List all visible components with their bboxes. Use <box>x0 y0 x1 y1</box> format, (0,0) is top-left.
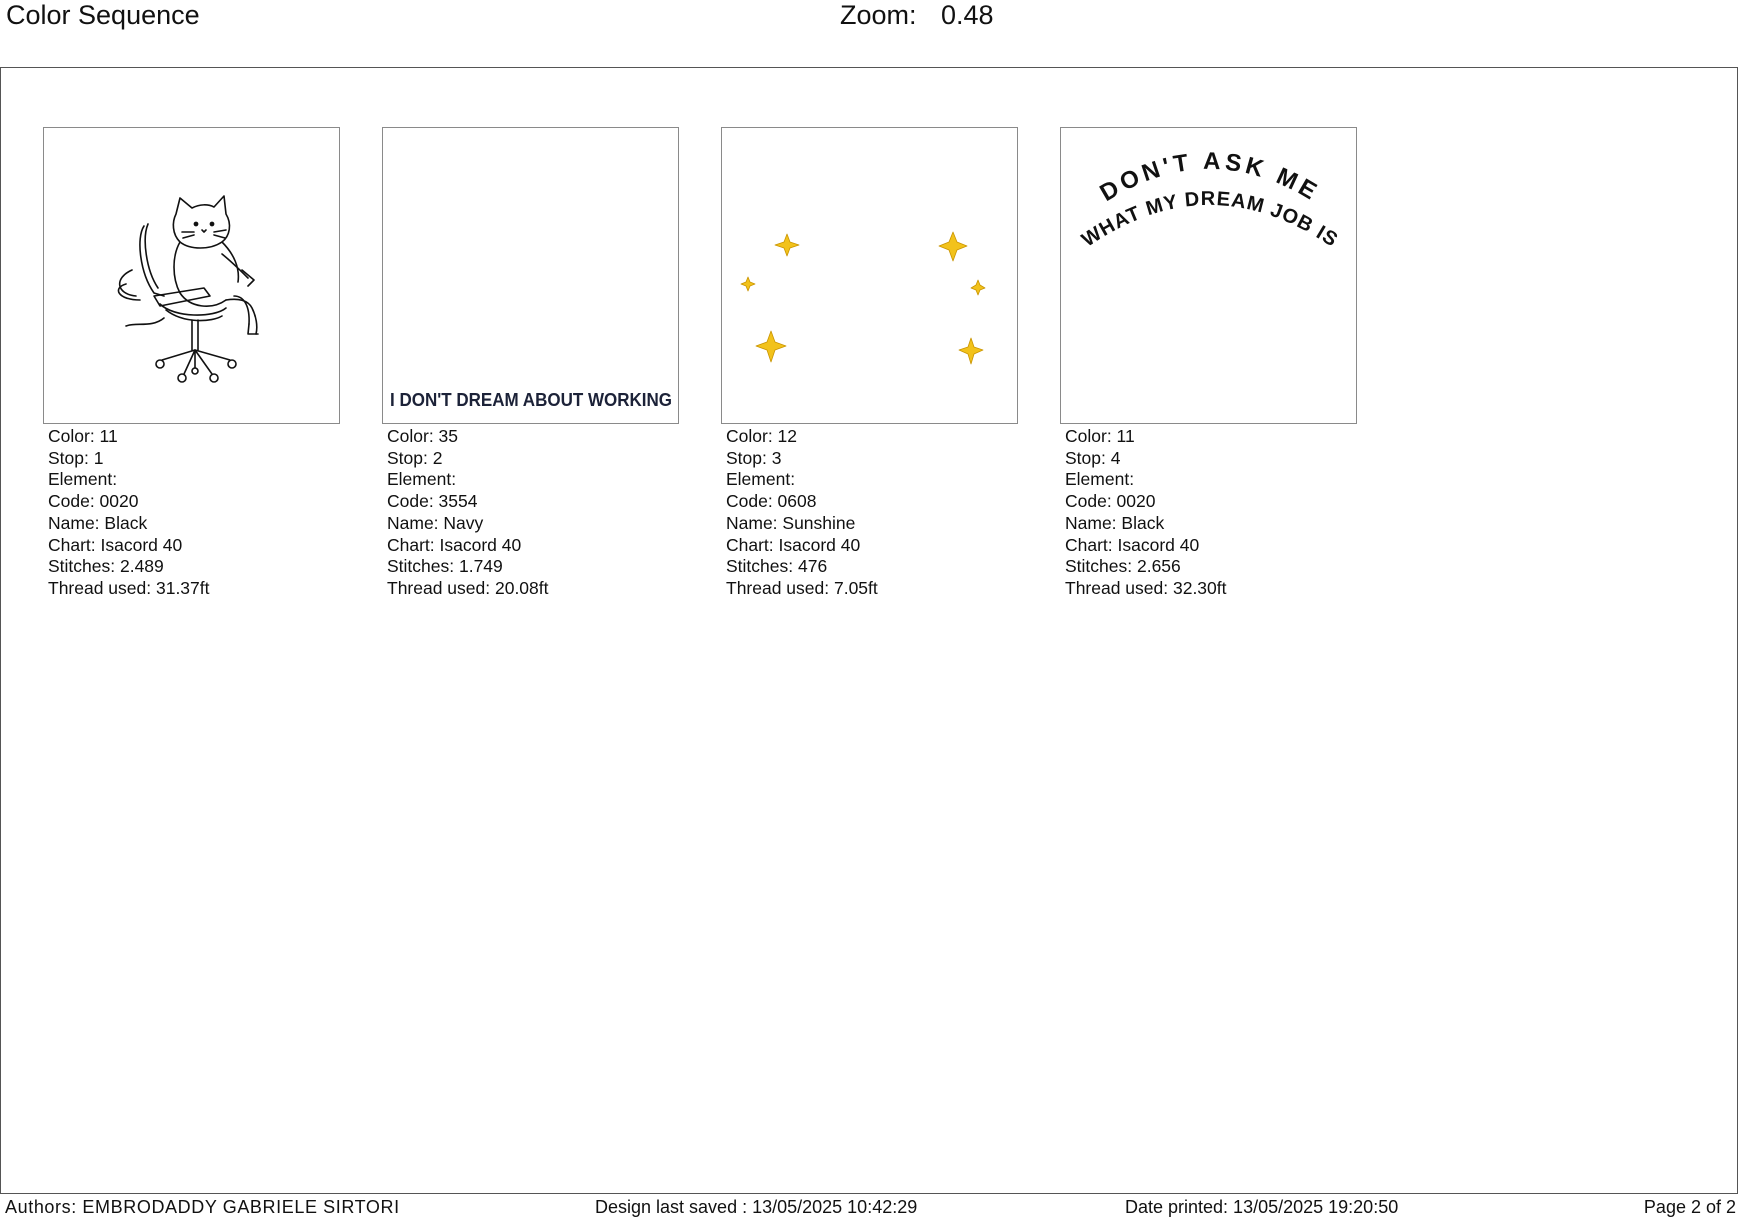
stop-info <box>382 426 682 600</box>
thread-code: Code: 3554 <box>387 491 478 512</box>
thread-code: Code: 0608 <box>726 491 817 512</box>
stop-preview <box>43 127 340 424</box>
stop-preview <box>1060 127 1357 424</box>
stop-info <box>43 426 343 600</box>
thread-name: Name: Navy <box>387 512 484 533</box>
design-saved-text: Design last saved : 13/05/2025 10:42:29 <box>595 1197 918 1217</box>
color-number: Color: 35 <box>387 426 459 446</box>
arched-text-outer: DON'T ASK ME <box>1095 147 1325 208</box>
color-stop-card <box>382 127 682 600</box>
star-icon <box>959 338 983 364</box>
color-stop-card <box>43 127 343 600</box>
thread-chart: Chart: Isacord 40 <box>48 534 183 555</box>
star-icon <box>971 280 985 295</box>
stitch-count: Stitches: 2.656 <box>1065 556 1181 577</box>
thread-code: Code: 0020 <box>1065 491 1156 512</box>
element-label: Element: <box>48 469 118 490</box>
stitch-count: Stitches: 476 <box>726 556 828 577</box>
thread-used: Thread used: 32.30ft <box>1065 577 1227 598</box>
color-stop-card <box>1060 127 1360 600</box>
thread-name: Name: Sunshine <box>726 512 856 533</box>
element-label: Element: <box>1065 469 1135 490</box>
date-printed-text: Date printed: 13/05/2025 19:20:50 <box>1125 1197 1399 1217</box>
element-label: Element: <box>726 469 796 490</box>
arched-text-icon <box>1061 128 1357 424</box>
star-icon <box>939 232 967 261</box>
stop-number: Stop: 3 <box>726 447 782 468</box>
stop-info <box>1060 426 1360 600</box>
page-number: Page 2 of 2 <box>1643 1197 1736 1217</box>
stop-number: Stop: 2 <box>387 447 443 468</box>
zoom-value: 0.48 <box>941 0 994 30</box>
star-icon <box>775 234 799 256</box>
color-number: Color: 11 <box>48 426 118 446</box>
thread-used: Thread used: 7.05ft <box>726 577 878 598</box>
thread-name: Name: Black <box>48 512 148 533</box>
star-icon <box>741 277 755 291</box>
authors-text: Authors: EMBRODADDY GABRIELE SIRTORI <box>5 1197 400 1217</box>
color-stop-card <box>721 127 1021 600</box>
stop-preview <box>721 127 1018 424</box>
thread-chart: Chart: Isacord 40 <box>1065 534 1200 555</box>
stop-info <box>721 426 1021 600</box>
thread-code: Code: 0020 <box>48 491 139 512</box>
color-number: Color: 12 <box>726 426 798 446</box>
star-icon <box>756 331 786 362</box>
report-footer <box>0 1194 1740 1219</box>
zoom-label: Zoom: <box>840 0 917 30</box>
report-header <box>0 0 1740 66</box>
stop-number: Stop: 1 <box>48 447 104 468</box>
color-number: Color: 11 <box>1065 426 1135 446</box>
arched-text-inner: WHAT MY DREAM JOB IS <box>1077 187 1343 252</box>
stop-number: Stop: 4 <box>1065 447 1121 468</box>
preview-text: I DON'T DREAM ABOUT WORKING <box>390 389 672 410</box>
thread-used: Thread used: 20.08ft <box>387 577 549 598</box>
element-label: Element: <box>387 469 457 490</box>
cat-on-office-chair-icon <box>44 128 340 424</box>
text-line-icon <box>383 128 679 424</box>
thread-used: Thread used: 31.37ft <box>48 577 210 598</box>
page-title: Color Sequence <box>6 0 200 30</box>
stitch-count: Stitches: 2.489 <box>48 556 164 577</box>
thread-chart: Chart: Isacord 40 <box>726 534 861 555</box>
thread-chart: Chart: Isacord 40 <box>387 534 522 555</box>
stitch-count: Stitches: 1.749 <box>387 556 503 577</box>
stop-preview <box>382 127 679 424</box>
sparkle-stars-icon <box>722 128 1018 424</box>
thread-name: Name: Black <box>1065 512 1165 533</box>
